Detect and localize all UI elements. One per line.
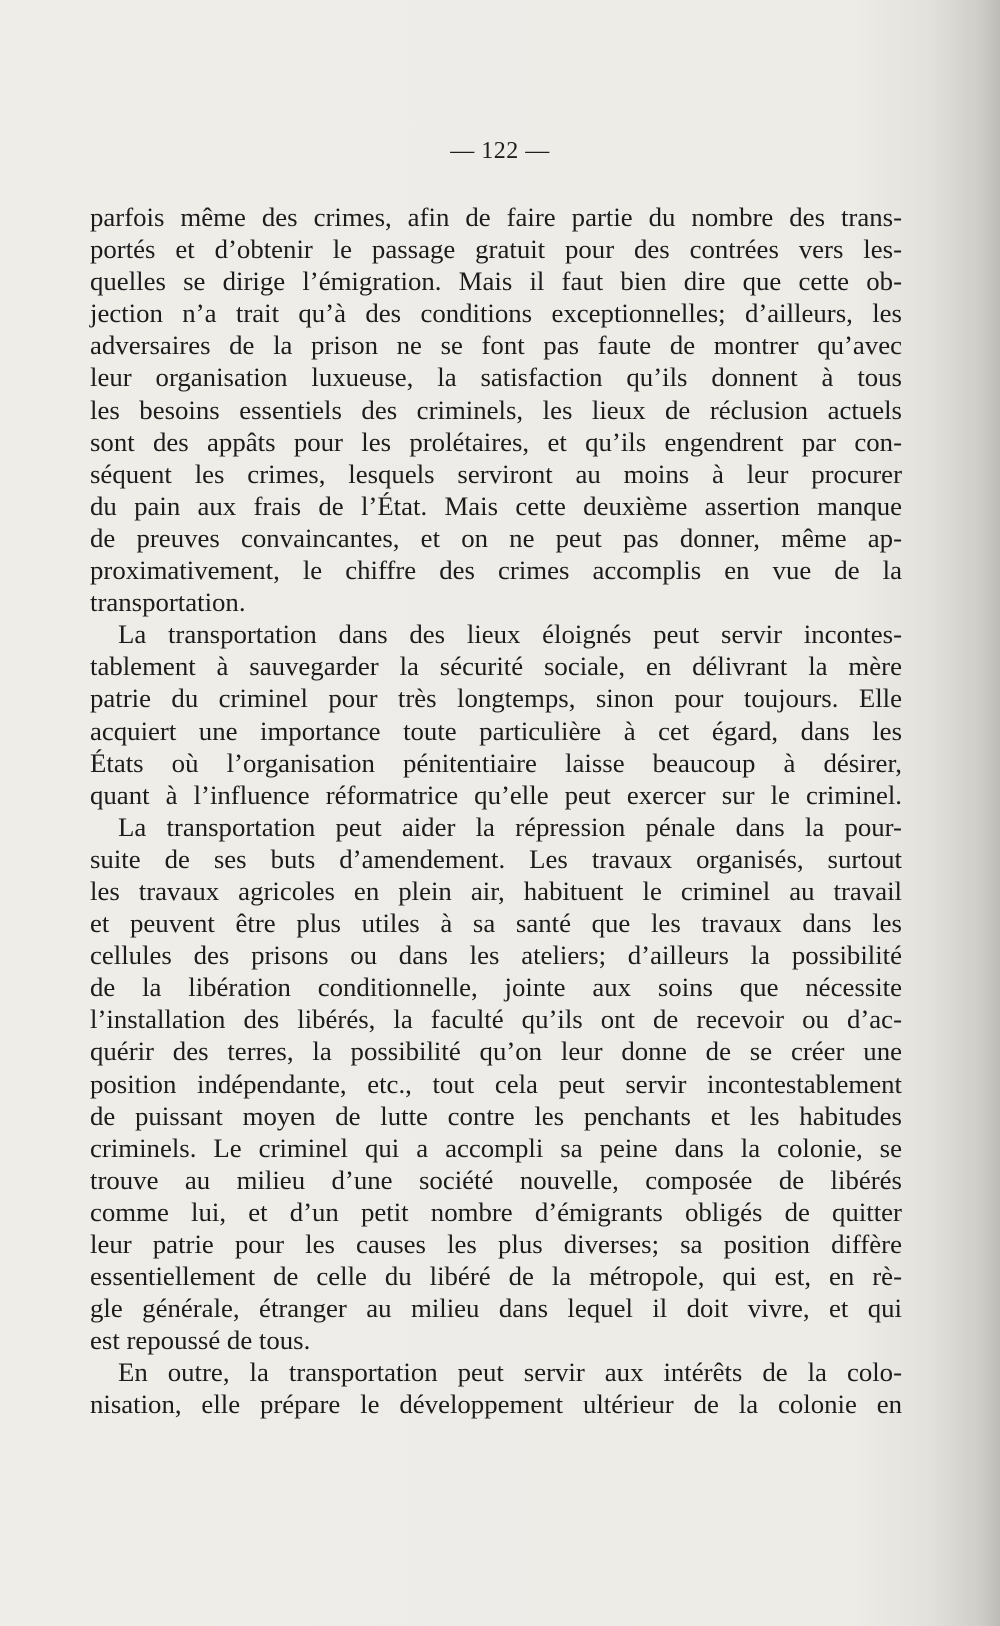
text-line: du pain aux frais de l’État. Mais cette deuxième assertion manque: [90, 490, 902, 521]
text-line: quelles se dirige l’émigration. Mais il faut bien dire que cette ob-: [90, 266, 902, 297]
text-line: les travaux agricoles en plein air, habituent le criminel au travail: [90, 875, 902, 906]
text-line: leur organisation luxueuse, la satisfaction qu’ils donnent à tous: [90, 362, 902, 393]
text-line: leur patrie pour les causes les plus diverses; sa position diffère: [90, 1229, 902, 1259]
text-line: quant à l’influence réformatrice qu’elle peut exercer sur le criminel.: [90, 779, 902, 810]
text-line: suite de ses buts d’amendement. Les travaux organisés, surtout: [90, 843, 902, 874]
text-line: l’installation des libérés, la faculté qu’ils ont de recevoir ou d’ac-: [90, 1004, 902, 1035]
page-number: — 122 —: [450, 138, 550, 164]
text-line: criminels. Le criminel qui a accompli sa peine dans la colonie, se: [90, 1132, 902, 1163]
text-line: nisation, elle prépare le développement ultérieur de la colonie en: [90, 1389, 902, 1420]
text-line: de la libération conditionnelle, jointe aux soins que nécessite: [90, 972, 902, 1003]
text-line: En outre, la transportation peut servir aux intérêts de la colo-: [118, 1357, 902, 1388]
text-line: comme lui, et d’un petit nombre d’émigrants obligés de quitter: [90, 1196, 902, 1227]
paragraph: [90, 811, 902, 1357]
text-line: gle générale, étranger au milieu dans lequel il doit vivre, et qui: [90, 1293, 902, 1324]
text-line: tablement à sauvegarder la sécurité sociale, en délivrant la mère: [90, 651, 902, 682]
text-line: sont des appâts pour les prolétaires, et qu’ils engendrent par con-: [90, 426, 902, 457]
text-line: de preuves convaincantes, et on ne peut pas donner, même ap-: [90, 522, 902, 553]
paragraph: [90, 618, 902, 811]
text-line: trouve au milieu d’une société nouvelle, composée de libérés: [90, 1164, 902, 1195]
text-line: parfois même des crimes, afin de faire partie du nombre des trans-: [90, 202, 902, 232]
text-line: proximativement, le chiffre des crimes accomplis en vue de la: [90, 555, 902, 586]
text-line: La transportation peut aider la répression pénale dans la pour-: [118, 811, 902, 842]
paragraph: [90, 1356, 902, 1420]
text-line: les besoins essentiels des criminels, les lieux de réclusion actuels: [90, 394, 902, 425]
text-line: essentiellement de celle du libéré de la métropole, qui est, en rè-: [90, 1261, 902, 1292]
text-line: est repoussé de tous.: [90, 1325, 311, 1356]
text-line: acquiert une importance toute particulière à cet égard, dans les: [90, 715, 902, 746]
text-line: jection n’a trait qu’à des conditions exceptionnelles; d’ailleurs, les: [90, 298, 902, 329]
text-line: cellules des prisons ou dans les ateliers; d’ailleurs la possibilité: [90, 940, 902, 971]
text-line: portés et d’obtenir le passage gratuit pour des contrées vers les-: [90, 234, 902, 265]
text-line: patrie du criminel pour très longtemps, sinon pour toujours. Elle: [90, 683, 902, 714]
text-line: adversaires de la prison ne se font pas faute de montrer qu’avec: [90, 330, 902, 361]
text-line: La transportation dans des lieux éloignés peut servir incontes-: [118, 619, 902, 650]
body-text: [90, 201, 902, 1421]
text-line: séquent les crimes, lesquels serviront au moins à leur procurer: [90, 458, 902, 489]
text-line: position indépendante, etc., tout cela peut servir incontestablement: [90, 1068, 902, 1099]
paragraph: [90, 201, 902, 618]
text-line: et peuvent être plus utiles à sa santé que les travaux dans les: [90, 908, 902, 939]
text-line: quérir des terres, la possibilité qu’on leur donne de se créer une: [90, 1036, 902, 1067]
text-line: de puissant moyen de lutte contre les penchants et les habitudes: [90, 1100, 902, 1131]
text-line: transportation.: [90, 587, 246, 618]
text-line: États où l’organisation pénitentiaire laisse beaucoup à désirer,: [90, 747, 902, 778]
